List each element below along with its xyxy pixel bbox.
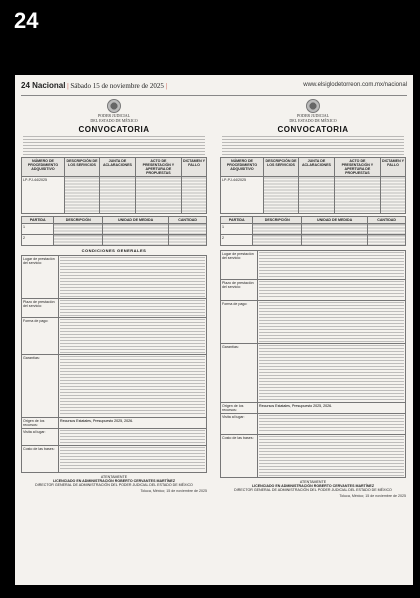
section-label: Visita al lugar: xyxy=(221,414,258,434)
signature-attention: ATENTAMENTE xyxy=(299,480,327,484)
col-clarification: JUNTA DE ACLARACIONES xyxy=(299,158,335,177)
institution-name: PODER JUDICIAL DEL ESTADO DE MÉXICO xyxy=(289,113,337,123)
section-label: Plazo de prestación del servicio: xyxy=(22,299,59,317)
item-unit xyxy=(103,235,169,246)
proposals-date xyxy=(135,177,181,214)
col-ruling: DICTAMEN Y FALLO xyxy=(181,158,206,177)
service-description xyxy=(64,177,99,214)
item-quantity xyxy=(169,235,207,246)
section-label: Garantías: xyxy=(221,344,258,402)
col-item: PARTIDA xyxy=(221,217,253,224)
section-body xyxy=(259,281,404,299)
section-body xyxy=(60,430,205,444)
signature-block xyxy=(220,480,406,492)
item-quantity xyxy=(368,224,406,235)
item-number: 2 xyxy=(221,235,253,246)
item-description xyxy=(54,224,103,235)
items-table xyxy=(220,216,406,246)
col-item-description: DESCRIPCIÓN xyxy=(253,217,302,224)
judicial-seal-icon xyxy=(306,99,320,113)
section-label: Plazo de prestación del servicio: xyxy=(221,280,258,300)
col-item: PARTIDA xyxy=(22,217,54,224)
section-label: Costo de las bases: xyxy=(22,446,59,472)
newspaper-header xyxy=(21,81,407,96)
col-quantity: CANTIDAD xyxy=(368,217,406,224)
col-quantity: CANTIDAD xyxy=(169,217,207,224)
intro-paragraph xyxy=(222,136,404,156)
section-body xyxy=(60,300,205,316)
col-proposals: ACTO DE PRESENTACIÓN Y APERTURA DE PROPUESTAS xyxy=(334,158,380,177)
notice-left xyxy=(21,99,207,579)
section-title: 24 Nacional xyxy=(21,81,66,90)
clarification-date xyxy=(299,177,335,214)
conditions-heading: CONDICIONES GENERALES xyxy=(81,248,147,253)
section-body: Recursos Estatales, Presupuesto 2025, 2026. xyxy=(259,404,333,408)
procedure-table xyxy=(21,157,207,214)
signature-block xyxy=(21,475,207,487)
item-description xyxy=(54,235,103,246)
item-quantity xyxy=(169,224,207,235)
col-proposals: ACTO DE PRESENTACIÓN Y APERTURA DE PROPUESTAS xyxy=(135,158,181,177)
notice-right xyxy=(220,99,406,579)
section-label: Origen de los recursos: xyxy=(22,418,59,428)
procedure-number: LP-PJ-44/2025 xyxy=(221,177,264,214)
item-quantity xyxy=(368,235,406,246)
procedure-table xyxy=(220,157,406,214)
clarification-date xyxy=(100,177,136,214)
item-number: 2 xyxy=(22,235,54,246)
item-unit xyxy=(103,224,169,235)
intro-paragraph xyxy=(23,136,205,156)
signature-name: LICENCIADO EN ADMINISTRACIÓN ROBERTO CERVANTES MARTÍNEZ xyxy=(52,479,176,483)
newspaper-page xyxy=(15,75,413,585)
ruling-date xyxy=(380,177,405,214)
section-body xyxy=(259,436,404,476)
section-body xyxy=(60,257,205,297)
ruling-date xyxy=(181,177,206,214)
section-body xyxy=(259,415,404,433)
section-body xyxy=(60,319,205,353)
section-label: Forma de pago: xyxy=(221,301,258,343)
proposals-date xyxy=(334,177,380,214)
section-body xyxy=(60,447,205,471)
col-item-description: DESCRIPCIÓN xyxy=(54,217,103,224)
page-number: 24 xyxy=(14,8,39,33)
section-label: Garantías: xyxy=(22,355,59,417)
section-label: Lugar de prestación del servicio: xyxy=(221,251,258,279)
section-body: Recursos Estatales, Presupuesto 2025, 2026. xyxy=(60,419,134,423)
header-date: Sábado 15 de noviembre de 2025 xyxy=(70,82,164,90)
item-number: 1 xyxy=(221,224,253,235)
col-ruling: DICTAMEN Y FALLO xyxy=(380,158,405,177)
section-label: Costo de las bases: xyxy=(221,435,258,477)
header-website: www.elsiglodetorreon.com.mx/nacional xyxy=(303,82,407,88)
service-description xyxy=(263,177,298,214)
procedure-number: LP-PJ-44/2025 xyxy=(22,177,65,214)
judicial-seal-icon xyxy=(107,99,121,113)
item-unit xyxy=(302,224,368,235)
col-unit: UNIDAD DE MEDIDA xyxy=(302,217,368,224)
signature-title: DIRECTOR GENERAL DE ADMINISTRACIÓN DEL PODER JUDICIAL DEL ESTADO DE MÉXICO xyxy=(35,483,193,487)
signature-attention: ATENTAMENTE xyxy=(100,475,128,479)
closing-date: Toluca, México; 15 de noviembre de 2025 xyxy=(140,489,207,493)
col-procedure: NÚMERO DE PROCEDIMIENTO ADQUISITIVO xyxy=(221,158,264,177)
closing-date: Toluca, México; 15 de noviembre de 2025 xyxy=(339,494,406,498)
institution-name: PODER JUDICIAL DEL ESTADO DE MÉXICO xyxy=(90,113,138,123)
item-description xyxy=(253,224,302,235)
item-description xyxy=(253,235,302,246)
item-unit xyxy=(302,235,368,246)
item-number: 1 xyxy=(22,224,54,235)
section-label: Visita al lugar: xyxy=(22,429,59,445)
col-description: DESCRIPCIÓN DE LOS SERVICIOS xyxy=(64,158,99,177)
header-section: 24 Nacional | Sábado 15 de noviembre de 2025 | xyxy=(21,81,168,90)
col-description: DESCRIPCIÓN DE LOS SERVICIOS xyxy=(263,158,298,177)
notice-title: CONVOCATORIA xyxy=(277,125,349,134)
signature-title: DIRECTOR GENERAL DE ADMINISTRACIÓN DEL PODER JUDICIAL DEL ESTADO DE MÉXICO xyxy=(234,488,392,492)
col-clarification: JUNTA DE ACLARACIONES xyxy=(100,158,136,177)
col-unit: UNIDAD DE MEDIDA xyxy=(103,217,169,224)
section-label: Origen de los recursos: xyxy=(221,403,258,413)
section-body xyxy=(60,356,205,416)
items-table xyxy=(21,216,207,246)
section-body xyxy=(259,345,404,401)
notice-title: CONVOCATORIA xyxy=(78,125,150,134)
signature-name: LICENCIADO EN ADMINISTRACIÓN ROBERTO CERVANTES MARTÍNEZ xyxy=(251,484,375,488)
section-label: Lugar de prestación del servicio: xyxy=(22,256,59,298)
col-procedure: NÚMERO DE PROCEDIMIENTO ADQUISITIVO xyxy=(22,158,65,177)
section-label: Forma de pago: xyxy=(22,318,59,354)
section-body xyxy=(259,302,404,342)
section-body xyxy=(259,252,404,278)
